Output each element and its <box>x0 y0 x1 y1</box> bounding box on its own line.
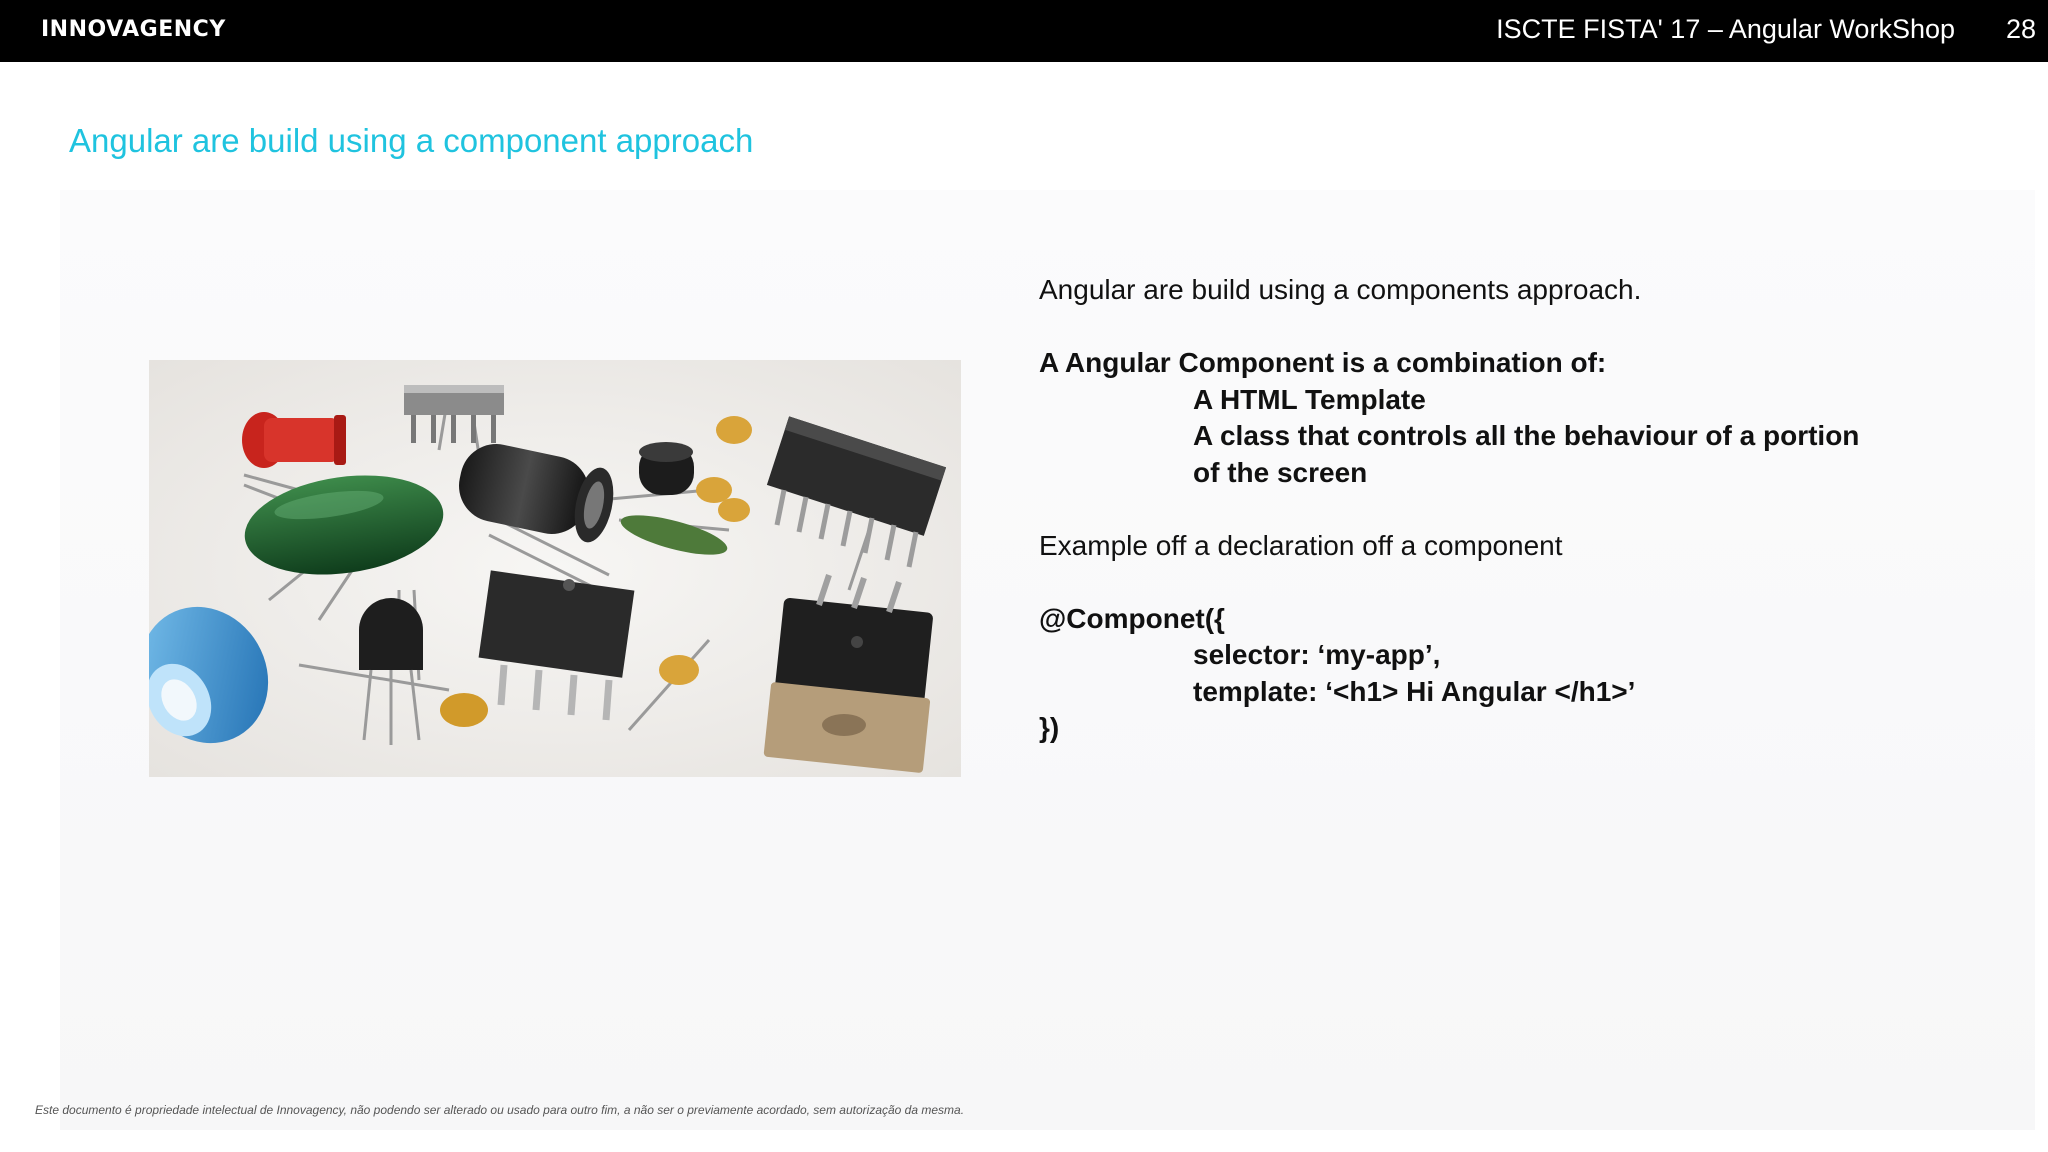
code-close: }) <box>1039 712 1060 743</box>
slide-body <box>1039 272 1999 747</box>
spacer <box>1039 309 1999 346</box>
code-template: template: ‘<h1> Hi Angular </h1>’ <box>1193 675 1636 707</box>
innovagency-logo: INNOVAGENCY <box>41 17 226 42</box>
code-open: @Componet({ <box>1039 602 1225 634</box>
page-number: 28 <box>2005 14 2036 44</box>
spacer <box>1039 564 1999 601</box>
example-label: Example off a declaration off a component <box>1039 529 1563 561</box>
electronic-components-photo <box>149 360 961 777</box>
top-bar <box>0 0 2048 62</box>
component-heading: A Angular Component is a combination of: <box>1039 347 1607 378</box>
red-led <box>242 412 346 468</box>
intro-text: Angular are build using a components approach. <box>1039 274 1642 305</box>
spacer <box>1039 491 1999 528</box>
footer-disclaimer: Este documento é propriedade intelectual de Innovagency, não podendo ser alterado ou usado para outro fim, a não ser o previamente acordado, sem autorização da mesma. <box>35 1103 965 1117</box>
component-item-class-continued: of the screen <box>1193 456 1368 488</box>
component-item-class: A class that controls all the behaviour of a portion <box>1193 420 1860 451</box>
slide-title: Angular are build using a component approach <box>69 122 754 159</box>
presentation-title: ISCTE FISTA' 17 – Angular WorkShop <box>1496 14 1955 44</box>
code-selector: selector: ‘my-app’, <box>1193 639 1441 670</box>
electronic-components-illustration <box>149 360 961 777</box>
component-item-template: A HTML Template <box>1193 383 1426 415</box>
